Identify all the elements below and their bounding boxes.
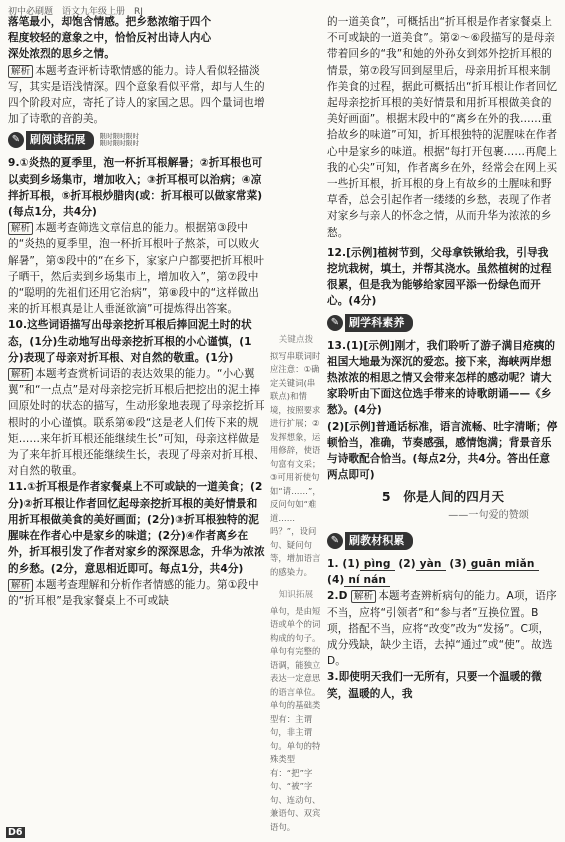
q9-answer: ①炎热的夏季里，泡一杯折耳根解暑；②折耳根也可以卖到乡场集市，增加收入；③折耳根可以治病；④凉拌折耳根，⑤折耳根炒腊肉(或：折耳根可以做家常菜)(每点1分，共4分) — [8, 157, 263, 219]
page-header: 初中必刷题 语文九年级上册 RJ — [8, 7, 143, 17]
note-text-2: 单句，是由短语或单个的词构成的句子。单句有完整的语调，能独立表达一定意思的语言单位。单句的基础类型有：主谓句，非主谓句。单句的特殊类型有：“把”字句、“被”字句、连动句、兼语句、双宾语句。 — [270, 605, 321, 832]
jiexi-tag: 解析 — [8, 222, 33, 235]
q2-jiexi-text: 本题考查辨析病句的能力。A项，语序不当，应将“引领者”和“参与者”互换位置。B项，搭配不当，应将“改变”改为“发扬”。C项，成分残缺，缺少主语，去掉“通过”或“使”。故选D。 — [327, 590, 557, 668]
jiexi-tag: 解析 — [8, 368, 33, 381]
note-heading-1: 关键点拨 — [278, 335, 314, 345]
jiexi-tag: 解析 — [351, 590, 376, 603]
page-number — [6, 827, 25, 838]
jiexi-tag: 解析 — [8, 65, 33, 78]
q2-answer: D — [338, 590, 348, 603]
q12-answer: [示例]植树节到，父母拿铁锹给我，引导我挖坑栽树，填土，并帮其浇水。虽然植树的过程很累，但是我为能够给家园平添一份绿色而开心。(4分) — [327, 246, 552, 308]
note-heading-2: 知识拓展 — [278, 590, 314, 600]
q9-jiexi — [8, 220, 266, 317]
middle-notes — [270, 330, 322, 834]
section-note: 限时限时限时 限时限时限时 — [99, 132, 140, 148]
pen-icon: ✎ — [327, 315, 343, 331]
intro-line-1: 落笔最小，却饱含情感。把乡愁浓缩于四个 — [8, 16, 212, 28]
q3 — [327, 669, 559, 701]
lesson-subtitle: ——一句爱的赞颂 — [448, 509, 529, 521]
q1-item4-answer: ní nán — [344, 574, 390, 587]
q13-part1 — [327, 338, 559, 419]
q9-jiexi-text: 本题考查筛选文章信息的能力。根据第③段中的“炎热的夏季里，泡一杯折耳根叶子熬茶，可以败火解暑”，第⑤段中的“在乡下，家家户户都要把折耳根叶子晒干，然后卖到乡场集市上，增加收入”，第⑦段中的“聪明的先祖们还用它治病”，第⑧段中的“这样做出来的折耳根真是让人垂涎欲滴”可提炼得出答案。 — [8, 222, 265, 316]
q1-line2 — [327, 572, 559, 588]
jiexi-tag: 解析 — [8, 579, 33, 592]
q10-answer: 这些词语描写出母亲挖折耳根后捧回泥土时的状态，(1分)生动地写出母亲挖折耳根的小心谨慎，(1分)表现了母亲对折耳根、对自然的敬重。(1分) — [8, 319, 252, 364]
q11-jiexi — [8, 577, 266, 609]
q10-jiexi-text: 本题考查赏析词语的表达效果的能力。“小心翼翼”和“一点点”是对母亲挖完折耳根后把挖出的泥土捧回原处时的状态的描写，生动形象地表现了母亲挖折耳根时的小心谨慎。联系第⑥段“这是老人们传下来的规矩……来年折耳根还能继续生长”可知，母亲这样做是为了来年折耳根还能继续生长，表现了母亲对折耳根、对自然的敬重。 — [8, 368, 265, 478]
q10 — [8, 317, 266, 366]
q13-number: 13. — [327, 339, 347, 352]
q11-number: 11. — [8, 481, 28, 494]
q3-answer: 即使明天我们一无所有，只要一个温暖的微笑，温暖的人，我 — [327, 671, 542, 700]
intro-line-2: 程度较轻的意象之中，恰恰反衬出诗人内心 — [8, 32, 212, 45]
jiexi-1 — [8, 63, 266, 128]
q2 — [327, 588, 559, 669]
lesson-title: 5 你是人间的四月天 — [381, 489, 505, 505]
q11-jiexi-continued: 的一道美食”，可概括出“折耳根是作者家餐桌上不可或缺的一道美食”。第②～⑥段描写的是母亲带着回乡的“我”和她的外孙女到郊外挖折耳根的情景，第⑦段写回到屋里后，母亲用折耳根来制作美食的过程，据此可概括出“折耳根让作者回忆起母亲挖折耳根的美好情景和用折耳根做美食的美好画面”。根据末段中的“离乡在外的我……重拾故乡的味道”可知，折耳根独特的泥腥味在作者心中是家乡的味道。根据“每打开包裹……再爬上我的心尖”可知，作者离乡在外，经常会在网上买一些折耳根，折耳根的身上有故乡的土腥味和野草香，总会引起作者一缕缕的乡愁，表现了作者对家乡与亲人的怀念之情，从而升华为浓浓的乡愁。 — [327, 16, 558, 239]
pen-icon: ✎ — [8, 132, 24, 148]
q1-item1-label: (1) — [342, 557, 360, 570]
q10-number: 10. — [8, 319, 28, 332]
q1-item3-label: (3) — [449, 557, 467, 570]
q1-item3-answer: guān miǎn — [467, 558, 539, 571]
q1-item1-answer: pìng — [360, 558, 395, 571]
right-column — [327, 14, 559, 702]
q1-item2-label: (2) — [398, 557, 416, 570]
q9 — [8, 155, 266, 220]
section-label-reading: 刷阅读拓展 — [26, 131, 94, 149]
q9-number: 9. — [8, 157, 20, 170]
q1-item2-answer: yàn — [416, 558, 446, 571]
q13-part1-text: (1)[示例]刚才，我们聆听了游子满目疮痍的祖国大地最为深沉的爱恋。接下来，海峡两岸想热浓浓的相思之情又会带来怎样的感动呢？请大家聆听由下面这位选手带来的诗歌朗诵——《乡愁》。(4分) — [327, 339, 556, 417]
q12-number: 12. — [327, 246, 347, 259]
note-text-1: 拟写串联词时应注意：①确定关键词(串联点)和情境，按照要求进行扩展；②发挥想象，运用修辞，使语句富有文采；③可用祈使句如“请……”，反问句如“难道……吗？”，设问句、疑问句等，增加语言的感染力。 — [270, 350, 321, 577]
q11-jiexi-text: 本题考查理解和分析作者情感的能力。第①段中的“折耳根”是我家餐桌上不可或缺 — [8, 578, 259, 607]
intro-line-3: 深处浓烈的思乡之情。 — [8, 48, 115, 61]
q1 — [327, 556, 559, 572]
section-banner-reading — [8, 131, 266, 149]
q2-number: 2. — [327, 590, 339, 603]
q11-answer: ①折耳根是作者家餐桌上不可或缺的一道美食；(2分)②折耳根让作者回忆起母亲挖折耳根的美好情景和用折耳根做美食的美好画面；(2分)③折耳根独特的泥腥味在作者心中是家乡的味道；(2分)④作者离乡在外，折耳根引发了作者对家乡的深深思念，升华为浓浓的乡愁。(2分，意思相近即可。每点1分，共4分) — [8, 481, 265, 575]
q1-item4-label: (4) — [327, 574, 345, 587]
q1-number: 1. — [327, 557, 339, 570]
section-banner-literacy — [327, 314, 559, 332]
page-number-text: D6 — [8, 827, 23, 838]
q12 — [327, 245, 559, 310]
q10-jiexi — [8, 366, 266, 479]
section-label-literacy: 刷学科素养 — [345, 314, 413, 332]
q13-part2: (2)[示例]普通话标准，语言流畅、吐字清晰；停顿恰当，准确，节奏感强，感情饱满；背景音乐与诗歌配合恰当。(每点2分，共4分。答出任意两点即可) — [327, 420, 558, 482]
section-banner-textbook — [327, 532, 559, 550]
jiexi-1-text: 本题考查评析诗歌情感的能力。诗人看似轻描淡写，其实是语浅情深。四个意象看似平常，却与人生的四个阶段对应，寄托了诗人的家国之思。四个量词也增加了诗歌的音韵美。 — [8, 64, 265, 126]
q11 — [8, 479, 266, 576]
q3-number: 3. — [327, 671, 339, 684]
pen-icon: ✎ — [327, 533, 343, 549]
left-column — [8, 14, 266, 609]
section-label-textbook: 刷教材积累 — [345, 532, 413, 550]
